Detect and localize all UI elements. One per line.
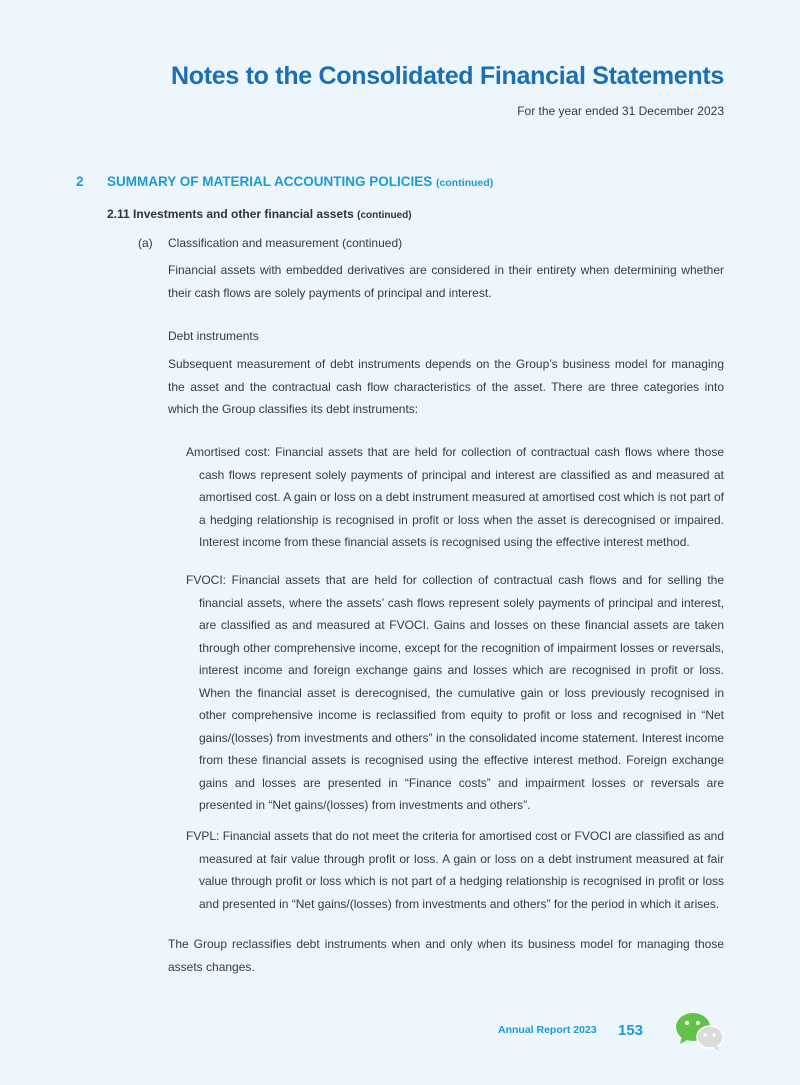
paragraph-fvpl: FVPL: Financial assets that do not meet the criteria for amortised cost or FVOCI are classified as and measured at fair value through profit or loss. A gain or loss on a debt instrument measured at fair value through profit or loss which is not part of a hedging relationship is recognised in profit or loss and presented in “Net gains/(losses) from investments and others” for the period in which it arises. <box>186 829 724 911</box>
item-label: (a) <box>138 236 153 250</box>
section-number: 2 <box>76 174 84 189</box>
section-continued: (continued) <box>436 177 494 189</box>
debt-instruments-heading: Debt instruments <box>168 329 259 343</box>
item-title: Classification and measurement (continued) <box>168 236 403 250</box>
subsection-title: 2.11 Investments and other financial assets <box>107 207 354 221</box>
paragraph-embedded-derivatives: Financial assets with embedded derivatives are considered in their entirety when determining whether their cash flows are solely payments of principal and interest. <box>168 263 724 300</box>
paragraph-amortised-cost: Amortised cost: Financial assets that are held for collection of contractual cash flows where those cash flows represent solely payments of principal and interest are classified as and measured at amortised cost. A gain or loss on a debt instrument measured at amortised cost which is not part of a hedging relationship is recognised in profit or loss when the asset is derecognised or impaired. Interest income from these financial assets is recognised using the effective interest method. <box>186 445 724 549</box>
subsection-continued: (continued) <box>357 210 412 221</box>
paragraph-debt-intro: Subsequent measurement of debt instruments depends on the Group’s business model for managing the asset and the contractual cash flow characteristics of the asset. There are three categories into which the Group classifies its debt instruments: <box>168 357 724 416</box>
wechat-icon <box>674 1010 726 1052</box>
section-heading <box>107 174 493 189</box>
reporting-period: For the year ended 31 December 2023 <box>517 104 724 118</box>
subsection-heading <box>107 207 412 221</box>
page-title: Notes to the Consolidated Financial Statements <box>171 62 724 90</box>
paragraph-fvoci: FVOCI: Financial assets that are held for collection of contractual cash flows and for selling the financial assets, where the assets’ cash flows represent solely payments of principal and interest, are classified as and measured at FVOCI. Gains and losses on these financial assets are taken through other comprehensive income, except for the recognition of impairment losses or reversals, interest income and foreign exchange gains and losses which are recognised in profit or loss. When the financial asset is derecognised, the cumulative gain or loss previously recognised in other comprehensive income is reclassified from equity to profit or loss and recognised in “Net gains/(losses) from investments and others” in the consolidated income statement. Interest income from these financial assets is recognised using the effective interest method. Foreign exchange gains and losses are presented in “Finance costs” and impairment losses or reversals are presented in “Net gains/(losses) from investments and others”. <box>186 573 724 812</box>
footer-report-label: Annual Report 2023 <box>498 1024 597 1036</box>
section-title: SUMMARY OF MATERIAL ACCOUNTING POLICIES <box>107 174 433 189</box>
page-number: 153 <box>618 1022 644 1039</box>
paragraph-reclassification: The Group reclassifies debt instruments when and only when its business model for managing those assets changes. <box>168 937 724 974</box>
